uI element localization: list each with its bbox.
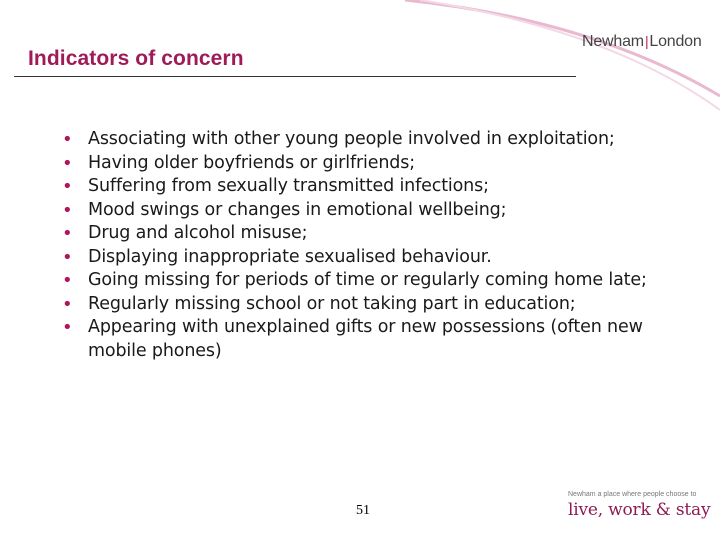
bullet-icon: • — [62, 176, 73, 197]
swoosh-curve-lower — [420, 0, 720, 110]
slide-title: Indicators of concern — [28, 47, 244, 70]
bullet-icon: • — [62, 223, 73, 244]
list-item-text: Having older boyfriends or girlfriends; — [88, 152, 415, 173]
list-item — [62, 316, 682, 363]
logo-right-word: London — [649, 33, 702, 50]
list-item — [62, 246, 682, 270]
list-item — [62, 152, 682, 176]
list-item-text: Associating with other young people involved in exploitation; — [88, 129, 615, 149]
list-item — [62, 222, 682, 246]
bullet-icon: • — [62, 246, 73, 268]
bullet-icon: • — [62, 270, 73, 291]
page-number: 51 — [356, 503, 370, 518]
indicator-list — [62, 128, 682, 363]
bullet-icon: • — [62, 293, 73, 315]
footer-tagline: Newham a place where people choose to — [568, 491, 697, 498]
list-item — [62, 199, 682, 223]
bullet-icon: • — [62, 129, 73, 150]
logo-separator: | — [644, 33, 649, 49]
bullet-icon: • — [62, 152, 73, 174]
logo-left-word: Newham — [582, 33, 644, 50]
title-underline — [14, 76, 576, 77]
list-item-text: Displaying inappropriate sexualised behaviour. — [88, 246, 492, 267]
list-item — [62, 175, 682, 199]
list-item-text: Drug and alcohol misuse; — [88, 223, 308, 243]
list-item — [62, 269, 682, 293]
list-item-text: Going missing for periods of time or regularly coming home late; — [88, 270, 647, 290]
bullet-icon: • — [62, 317, 73, 338]
list-item-text: Appearing with unexplained gifts or new possessions (often new mobile phones) — [88, 317, 643, 361]
list-item — [62, 293, 682, 317]
footer-slogan: live, work & stay — [568, 500, 711, 520]
bullet-icon: • — [62, 199, 73, 221]
newham-london-logo — [582, 33, 702, 51]
list-item-text: Mood swings or changes in emotional wellbeing; — [88, 199, 507, 220]
list-item — [62, 128, 682, 152]
list-item-text: Regularly missing school or not taking part in education; — [88, 293, 576, 314]
list-item-text: Suffering from sexually transmitted infections; — [88, 176, 489, 196]
